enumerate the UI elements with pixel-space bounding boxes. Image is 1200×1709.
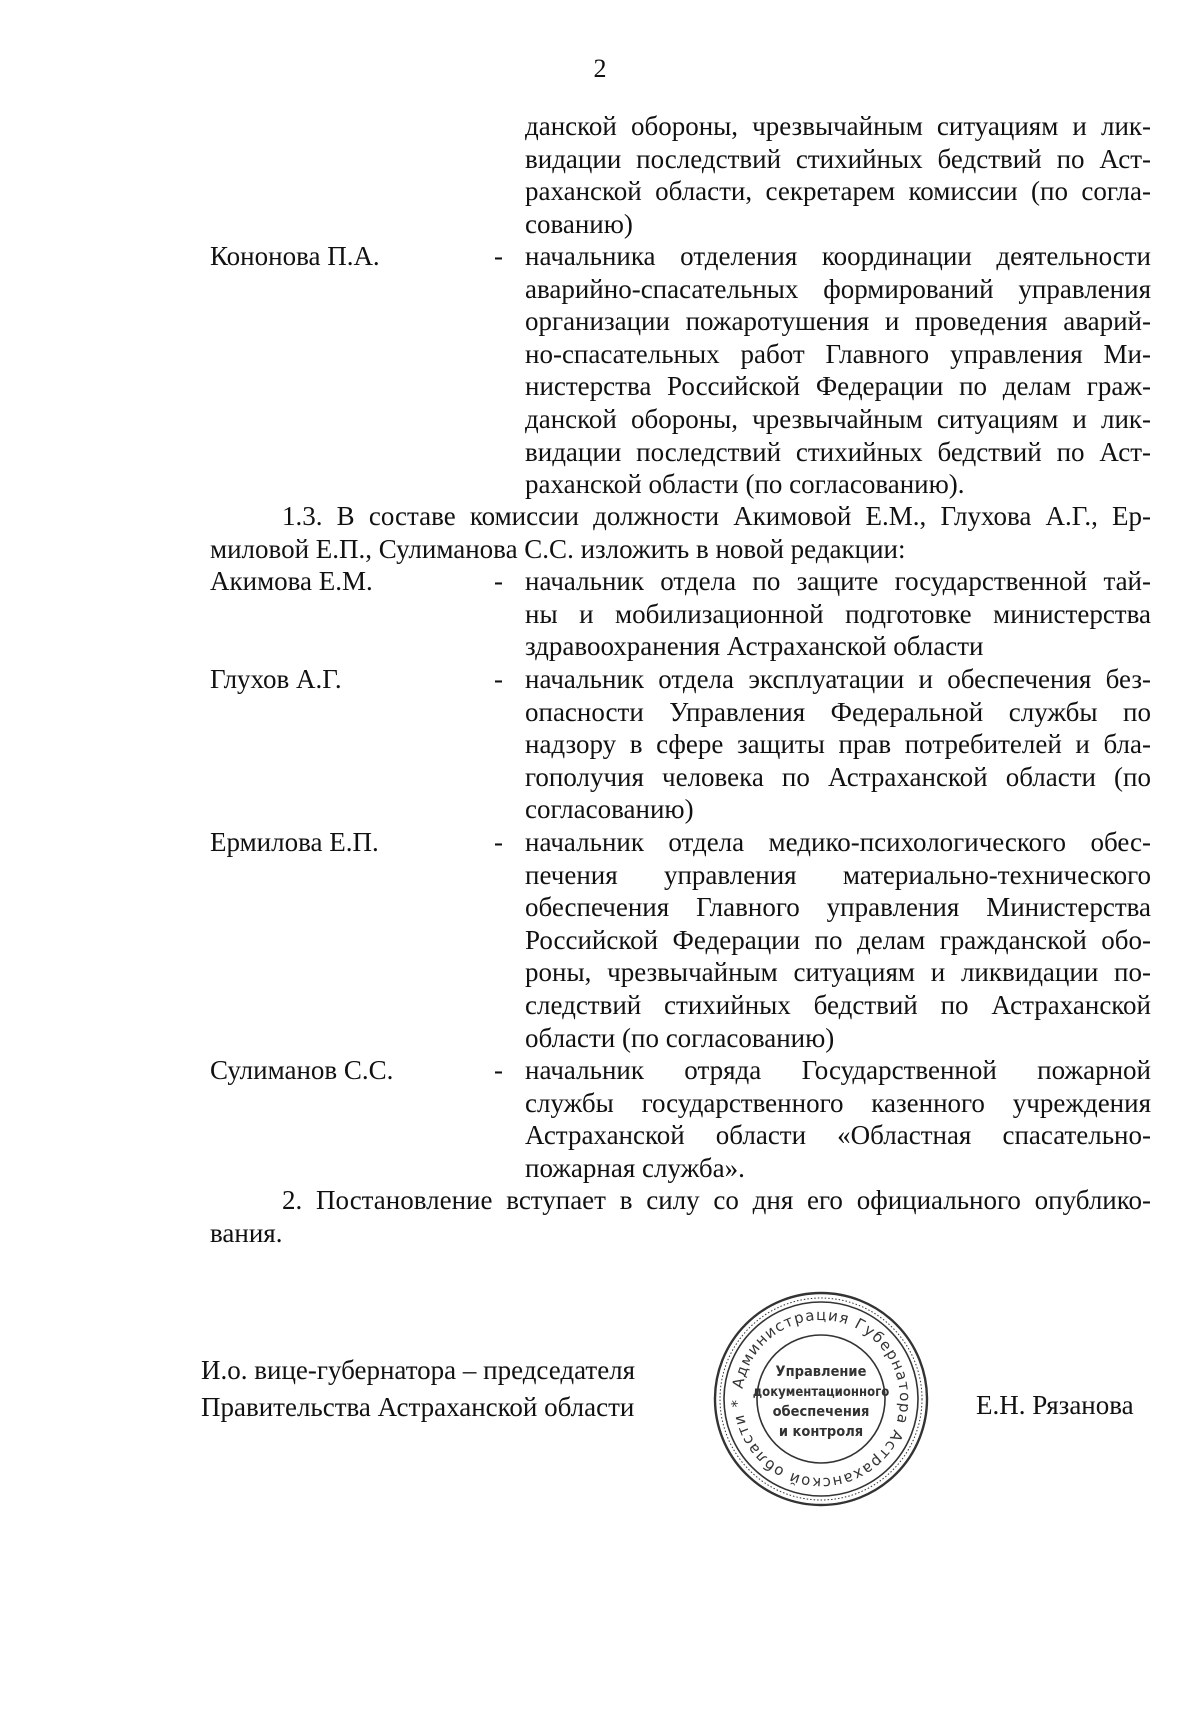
member-dash: - (494, 827, 503, 857)
text-line: Российской Федерации по делам гражданской обо- (525, 924, 1151, 955)
text-line: надзору в сфере защиты прав потребителей и бла- (525, 729, 1151, 760)
text-line: миловой Е.П., Сулиманова С.С. изложить в новой редакции: (210, 533, 906, 564)
text-line: сованию) (525, 208, 633, 239)
text-line: начальник отдела эксплуатации и обеспечения без- (525, 664, 1151, 694)
member-dash: - (494, 1055, 503, 1085)
text-line: вания. (210, 1217, 283, 1248)
text-line: видации последствий стихийных бедствий по Аст- (525, 143, 1151, 174)
text-line: видации последствий стихийных бедствий по Аст- (525, 436, 1151, 467)
text-line: печения управления материально-технического (525, 859, 1151, 890)
signer-position-line: Правительства Астраханской области (201, 1392, 635, 1422)
clause-1-3 (210, 500, 1151, 565)
text-line: данской обороны, чрезвычайным ситуациям и лик- (525, 111, 1151, 141)
member-name: Глухов А.Г. (210, 664, 342, 694)
text-line: пожарная служба». (525, 1152, 745, 1183)
text-line: раханской области, секретарем комиссии (по согла- (525, 176, 1151, 207)
text-line: начальник отдела медико-психологического обес- (525, 827, 1151, 857)
member-name: Сулиманов С.С. (210, 1055, 394, 1085)
member-dash: - (494, 566, 503, 596)
member-name: Ермилова Е.П. (210, 827, 379, 857)
signer-name: Е.Н. Рязанова (976, 1390, 1134, 1420)
official-seal (712, 1290, 930, 1508)
text-line: области (по согласованию) (525, 1022, 835, 1053)
text-line: обеспечения Главного управления Министерства (525, 892, 1151, 923)
text-line: нистерства Российской Федерации по делам граж- (525, 371, 1151, 402)
seal-center-line: Управление (775, 1364, 867, 1380)
text-line: ны и мобилизационной подготовке министерства (525, 598, 1151, 629)
member-name: Кононова П.А. (210, 241, 380, 271)
member-position (525, 663, 1151, 826)
text-line: но-спасательных работ Главного управления Ми- (525, 338, 1151, 369)
signer-position-line: И.о. вице-губернатора – председателя (201, 1355, 636, 1385)
text-line: здравоохранения Астраханской области (525, 631, 984, 662)
seal-center-line: обеспечения (772, 1404, 870, 1420)
member-dash: - (494, 241, 503, 271)
member-position (525, 826, 1151, 1054)
text-line: начальник отдела по защите государственной тай- (525, 566, 1151, 596)
text-line: данской обороны, чрезвычайным ситуациям и лик- (525, 403, 1151, 434)
text-line: службы государственного казенного учреждения (525, 1087, 1151, 1118)
clause-2 (210, 1184, 1151, 1249)
text-line: 1.3. В составе комиссии должности Акимовой Е.М., Глухова А.Г., Ер- (282, 501, 1151, 531)
text-line: опасности Управления Федеральной службы по (525, 696, 1151, 727)
text-line: 2. Постановление вступает в силу со дня его официального опублико- (282, 1185, 1151, 1215)
text-line: гополучия человека по Астраханской области (по (525, 761, 1151, 792)
continuation-text (525, 110, 1151, 240)
text-line: начальник отряда Государственной пожарной (525, 1055, 1151, 1085)
text-line: организации пожаротушения и проведения аварий- (525, 306, 1151, 337)
seal-center-line: документационного (752, 1385, 890, 1400)
text-line: аварийно-спасательных формирований управления (525, 273, 1151, 304)
member-dash: - (494, 664, 503, 694)
text-line: следствий стихийных бедствий по Астраханской (525, 989, 1151, 1020)
member-position (525, 1054, 1151, 1184)
member-position (525, 565, 1151, 663)
text-line: раханской области (по согласованию). (525, 469, 965, 500)
member-position (525, 240, 1151, 501)
text-line: начальника отделения координации деятельности (525, 241, 1151, 271)
text-line: согласованию) (525, 794, 694, 825)
text-line: Астраханской области «Областная спасательно- (525, 1120, 1151, 1151)
page-number: 2 (593, 54, 607, 83)
text-line: роны, чрезвычайным ситуациям и ликвидации по- (525, 957, 1151, 988)
signer-position (201, 1352, 681, 1426)
seal-ring-text: Администрация Губернатора Астраханской области * (727, 1305, 915, 1493)
seal-center-line: и контроля (778, 1424, 864, 1440)
member-name: Акимова Е.М. (210, 566, 373, 596)
